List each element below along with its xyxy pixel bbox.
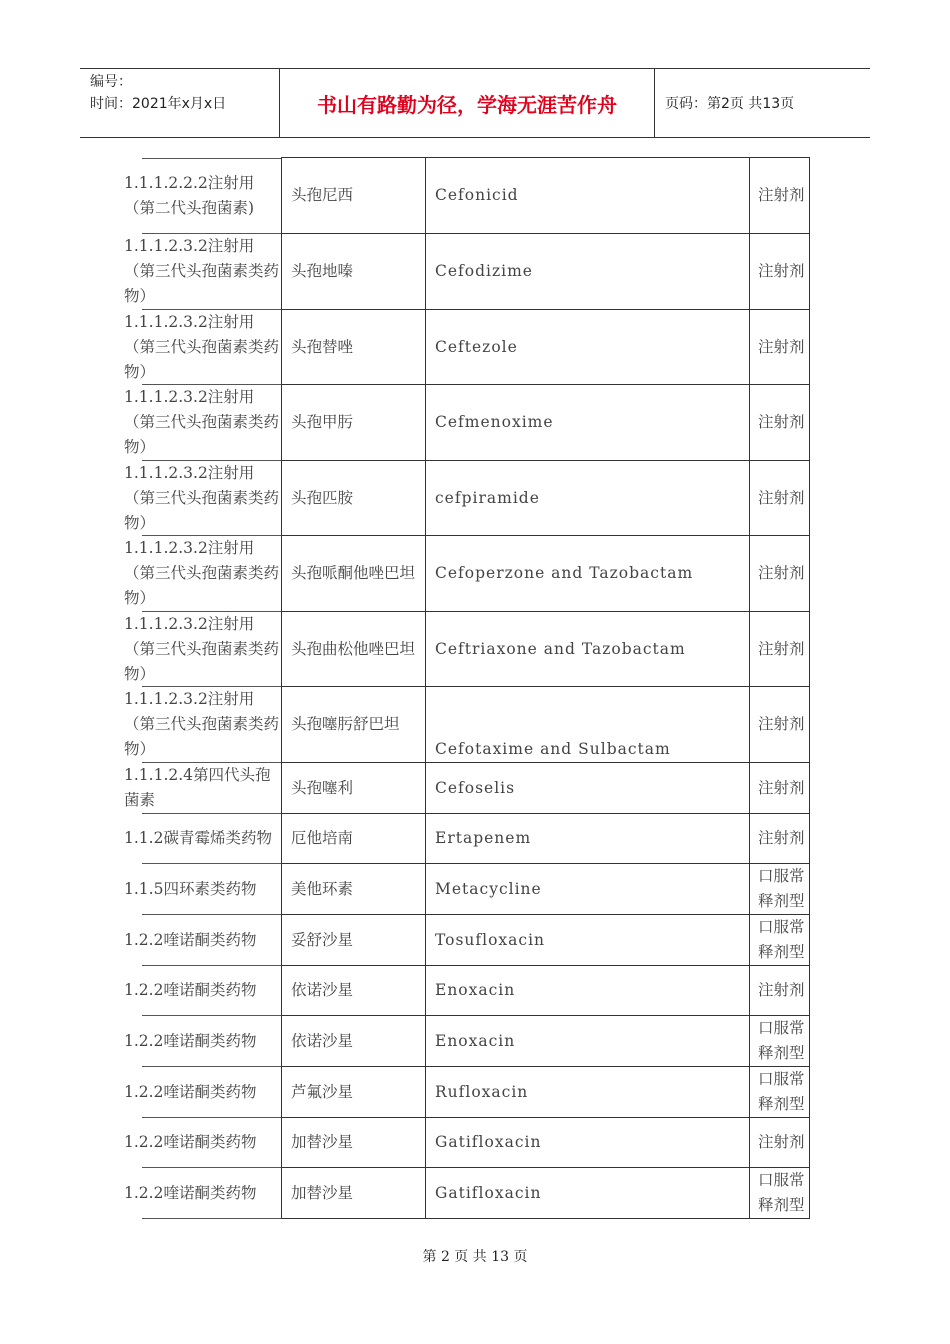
table-row	[118, 864, 810, 915]
drug-table	[118, 157, 810, 1219]
chinese-name-cell: 芦氟沙星	[282, 1067, 426, 1118]
chinese-name-cell: 头孢曲松他唑巴坦	[282, 612, 426, 687]
category-cell	[118, 536, 282, 612]
dosage-form-cell: 注射剂	[750, 158, 810, 234]
english-name-cell: Enoxacin	[426, 966, 750, 1016]
category-text: 1.1.1.2.3.2注射用（第三代头孢菌素类药物）	[124, 690, 280, 758]
dosage-form-cell: 注射剂	[750, 1118, 810, 1168]
dosage-form-cell: 口服常释剂型	[750, 1168, 810, 1219]
category-text: 1.2.2喹诺酮类药物	[124, 1183, 257, 1202]
english-name-cell: Ceftriaxone and Tazobactam	[426, 612, 750, 687]
dosage-form-cell: 注射剂	[750, 687, 810, 763]
dosage-form-cell: 注射剂	[750, 814, 810, 864]
category-text: 1.2.2喹诺酮类药物	[124, 1133, 257, 1151]
dosage-form-cell: 注射剂	[750, 612, 810, 687]
chinese-name-cell: 加替沙星	[282, 1168, 426, 1219]
chinese-name-cell: 头孢替唑	[282, 310, 426, 385]
category-text: 1.1.1.2.3.2注射用（第三代头孢菌素类药物）	[124, 237, 280, 305]
table-row	[118, 234, 810, 310]
category-text: 1.1.1.2.3.2注射用（第三代头孢菌素类药物）	[124, 388, 280, 456]
english-name-cell: Cefodizime	[426, 234, 750, 310]
dosage-form-cell: 口服常释剂型	[750, 1016, 810, 1067]
category-cell	[118, 814, 282, 864]
table-row	[118, 158, 810, 234]
table-row	[118, 1168, 810, 1219]
english-name-cell: Rufloxacin	[426, 1067, 750, 1118]
category-cell	[118, 763, 282, 814]
chinese-name-cell: 厄他培南	[282, 814, 426, 864]
english-name-cell: cefpiramide	[426, 461, 750, 536]
dosage-form-cell: 口服常释剂型	[750, 1067, 810, 1118]
category-cell	[118, 612, 282, 687]
chinese-name-cell: 头孢尼西	[282, 158, 426, 234]
table-row	[118, 310, 810, 385]
category-text: 1.2.2喹诺酮类药物	[124, 930, 257, 949]
category-cell	[118, 234, 282, 310]
english-name-cell: Cefotaxime and Sulbactam	[426, 687, 750, 763]
chinese-name-cell: 妥舒沙星	[282, 915, 426, 966]
dosage-form-cell: 口服常释剂型	[750, 864, 810, 915]
english-name-cell: Enoxacin	[426, 1016, 750, 1067]
category-cell	[118, 687, 282, 763]
dosage-form-cell: 注射剂	[750, 966, 810, 1016]
category-cell	[118, 864, 282, 915]
category-text: 1.1.2碳青霉烯类药物	[124, 829, 272, 847]
chinese-name-cell: 依诺沙星	[282, 1016, 426, 1067]
time-label: 时间：2021年x月x日	[90, 96, 227, 112]
table-row	[118, 915, 810, 966]
category-text: 1.1.1.2.3.2注射用（第三代头孢菌素类药物）	[124, 312, 280, 381]
page-footer: 第 2 页 共 13 页	[422, 1249, 528, 1265]
english-name-cell: Ertapenem	[426, 814, 750, 864]
category-cell	[118, 385, 282, 461]
header-meta	[80, 69, 280, 137]
category-cell	[118, 1118, 282, 1168]
english-name-cell: Cefoselis	[426, 763, 750, 814]
chinese-name-cell: 头孢匹胺	[282, 461, 426, 536]
table-row	[118, 687, 810, 763]
table-row	[118, 461, 810, 536]
category-cell	[118, 310, 282, 385]
dosage-form-cell: 口服常释剂型	[750, 915, 810, 966]
chinese-name-cell: 美他环素	[282, 864, 426, 915]
chinese-name-cell: 头孢地嗪	[282, 234, 426, 310]
english-name-cell: Gatifloxacin	[426, 1168, 750, 1219]
category-cell	[118, 158, 282, 234]
english-name-cell: Ceftezole	[426, 310, 750, 385]
english-name-cell: Metacycline	[426, 864, 750, 915]
category-cell	[118, 1168, 282, 1219]
table-row	[118, 1067, 810, 1118]
chinese-name-cell: 头孢甲肟	[282, 385, 426, 461]
chinese-name-cell: 头孢噻肟舒巴坦	[282, 687, 426, 763]
category-text: 1.1.1.2.4第四代头孢菌素	[124, 766, 271, 809]
header-page-info: 页码：第2页 共13页	[665, 96, 795, 112]
code-label: 编号：	[90, 74, 132, 90]
category-cell	[118, 915, 282, 966]
table-row	[118, 1016, 810, 1067]
dosage-form-cell: 注射剂	[750, 385, 810, 461]
table-row	[118, 814, 810, 864]
table-row	[118, 966, 810, 1016]
dosage-form-cell: 注射剂	[750, 310, 810, 385]
dosage-form-cell: 注射剂	[750, 763, 810, 814]
english-name-cell: Cefoperzone and Tazobactam	[426, 536, 750, 612]
english-name-cell: Cefonicid	[426, 158, 750, 234]
dosage-form-cell: 注射剂	[750, 461, 810, 536]
category-cell	[118, 461, 282, 536]
page-header	[80, 68, 870, 138]
drug-table-body	[118, 158, 810, 1219]
category-text: 1.2.2喹诺酮类药物	[124, 981, 257, 999]
table-row	[118, 1118, 810, 1168]
category-text: 1.1.1.2.2.2注射用（第二代头孢菌素)	[124, 173, 255, 217]
category-cell	[118, 966, 282, 1016]
table-row	[118, 612, 810, 687]
category-text: 1.1.5四环素类药物	[124, 879, 257, 898]
chinese-name-cell: 头孢哌酮他唑巴坦	[282, 536, 426, 612]
english-name-cell: Gatifloxacin	[426, 1118, 750, 1168]
chinese-name-cell: 加替沙星	[282, 1118, 426, 1168]
table-row	[118, 763, 810, 814]
table-row	[118, 385, 810, 461]
category-text: 1.2.2喹诺酮类药物	[124, 1031, 257, 1050]
header-motto: 书山有路勤为径，学海无涯苦作舟	[280, 69, 655, 137]
english-name-cell: Cefmenoxime	[426, 385, 750, 461]
table-row	[118, 536, 810, 612]
category-text: 1.2.2喹诺酮类药物	[124, 1082, 257, 1101]
drug-table-container	[118, 157, 810, 1219]
dosage-form-cell: 注射剂	[750, 234, 810, 310]
category-text: 1.1.1.2.3.2注射用（第三代头孢菌素类药物）	[124, 614, 280, 683]
chinese-name-cell: 头孢噻利	[282, 763, 426, 814]
english-name-cell: Tosufloxacin	[426, 915, 750, 966]
chinese-name-cell: 依诺沙星	[282, 966, 426, 1016]
dosage-form-cell: 注射剂	[750, 536, 810, 612]
category-text: 1.1.1.2.3.2注射用（第三代头孢菌素类药物）	[124, 539, 280, 607]
category-cell	[118, 1016, 282, 1067]
category-cell	[118, 1067, 282, 1118]
category-text: 1.1.1.2.3.2注射用（第三代头孢菌素类药物）	[124, 463, 280, 532]
